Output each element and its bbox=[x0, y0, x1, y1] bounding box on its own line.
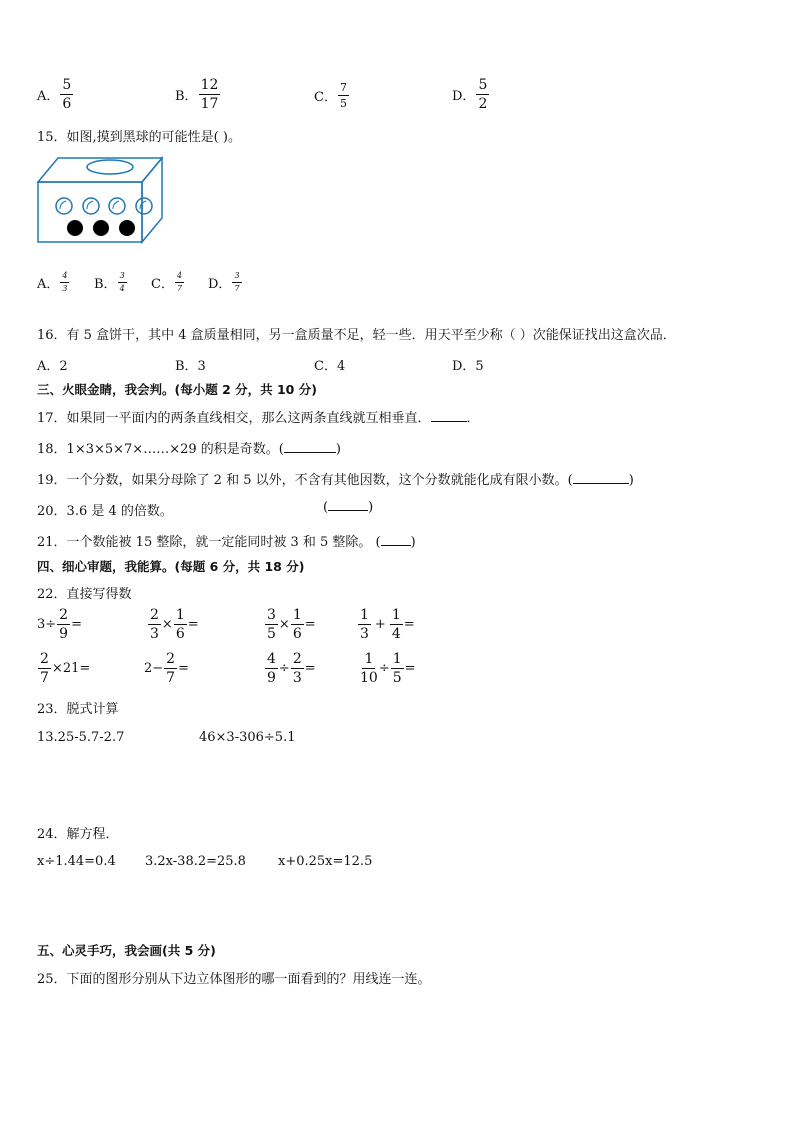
option-label: D． bbox=[208, 277, 232, 292]
denominator: 9 bbox=[267, 670, 276, 686]
operator: × bbox=[161, 617, 173, 632]
numerator: 4 bbox=[267, 651, 276, 667]
q23-expression-2: 46×3-306÷5.1 bbox=[199, 730, 296, 745]
numerator: 1 bbox=[292, 607, 302, 623]
box-top-face bbox=[38, 158, 162, 182]
denominator: 10 bbox=[360, 670, 378, 686]
denominator: 3 bbox=[360, 626, 369, 642]
denominator: 7 bbox=[234, 284, 240, 293]
equals: = bbox=[304, 661, 316, 676]
fraction bbox=[338, 82, 349, 109]
fraction bbox=[291, 652, 304, 685]
equals: = bbox=[403, 617, 415, 632]
fraction bbox=[391, 652, 404, 685]
equals: = bbox=[304, 617, 316, 632]
q20-answer: ( ) bbox=[323, 500, 374, 515]
white-ball bbox=[56, 198, 72, 214]
q24-title: 24．解方程． bbox=[37, 827, 119, 842]
numerator: 2 bbox=[150, 607, 159, 623]
answer-blank[interactable] bbox=[381, 545, 411, 546]
numerator: 1 bbox=[175, 607, 185, 623]
option-label: B． bbox=[175, 89, 198, 104]
operand: 2− bbox=[144, 661, 164, 676]
q23-expression-1: 13.25-5.7-2.7 bbox=[37, 730, 125, 745]
fraction bbox=[60, 272, 69, 293]
ball-box-illustration bbox=[36, 156, 166, 246]
white-ball bbox=[109, 198, 125, 214]
q22-item-5 bbox=[37, 652, 90, 685]
numerator: 5 bbox=[478, 77, 488, 93]
numerator: 5 bbox=[62, 77, 72, 93]
denominator: 6 bbox=[62, 96, 72, 112]
fraction bbox=[265, 652, 278, 685]
fraction bbox=[358, 608, 371, 641]
denominator: 4 bbox=[119, 284, 125, 293]
option-label: D． bbox=[452, 89, 476, 104]
ball-highlight bbox=[60, 201, 66, 209]
q24-equation-2: 3.2x-38.2=25.8 bbox=[145, 854, 246, 869]
q23-title: 23．脱式计算 bbox=[37, 702, 119, 717]
numerator: 4 bbox=[175, 272, 184, 283]
q14-option-a bbox=[37, 78, 74, 111]
q15-option-b bbox=[94, 272, 151, 293]
numerator: 3 bbox=[267, 607, 276, 623]
numerator: 4 bbox=[60, 272, 69, 283]
q14-option-d bbox=[452, 78, 490, 111]
q22-item-3 bbox=[264, 608, 316, 641]
q24-equation-1: x÷1.44=0.4 bbox=[37, 854, 116, 869]
denominator: 7 bbox=[176, 284, 183, 293]
fraction bbox=[175, 272, 184, 293]
q18: 18．1×3×5×7×……×29 的积是奇数。( ) bbox=[37, 442, 341, 457]
section-5-heading: 五、心灵手巧，我会画(共 5 分) bbox=[37, 943, 216, 958]
q15-option-a bbox=[37, 272, 94, 293]
denominator: 6 bbox=[292, 626, 302, 642]
section-3-heading: 三、火眼金睛，我会判。(每小题 2 分，共 10 分) bbox=[37, 382, 317, 397]
q20-text: 20．3.6 是 4 的倍数。 bbox=[37, 504, 173, 519]
numerator: 2 bbox=[166, 651, 176, 667]
q22-item-7 bbox=[264, 652, 316, 685]
equals: = bbox=[178, 661, 189, 676]
black-ball bbox=[67, 220, 83, 236]
black-ball bbox=[93, 220, 109, 236]
q16-option-c: C．4 bbox=[314, 359, 346, 374]
equals: ×21= bbox=[51, 661, 91, 676]
q21: 21．一个数能被 15 整除，就一定能同时被 3 和 5 整除。 ( ) bbox=[37, 535, 416, 550]
fraction bbox=[390, 608, 403, 641]
operator: + bbox=[374, 617, 386, 632]
operator: ÷ bbox=[378, 661, 390, 676]
fraction bbox=[38, 652, 51, 685]
denominator: 5 bbox=[392, 670, 402, 686]
black-ball bbox=[119, 220, 135, 236]
fraction bbox=[57, 608, 70, 641]
q17: 17．如果同一平面内的两条直线相交，那么这两条直线就互相垂直． ． bbox=[37, 411, 480, 426]
numerator: 1 bbox=[364, 651, 374, 667]
q14-option-c bbox=[314, 82, 350, 109]
q15-stem: 15．如图,摸到黑球的可能性是( )。 bbox=[37, 130, 241, 145]
fraction bbox=[199, 78, 221, 111]
ball-highlight bbox=[140, 201, 146, 209]
ball-highlight bbox=[87, 201, 93, 209]
denominator: 9 bbox=[59, 626, 69, 642]
operator: × bbox=[278, 617, 290, 632]
q16-stem: 16．有 5 盒饼干，其中 4 盒质量相同，另一盒质量不足，轻一些．用天平至少称（ ）次能保证找出这盒次品． bbox=[37, 328, 676, 343]
equals: = bbox=[71, 617, 82, 632]
q17-text: 17．如果同一平面内的两条直线相交，那么这两条直线就互相垂直． bbox=[37, 411, 431, 426]
q16-option-a: A．2 bbox=[37, 359, 68, 374]
q14-option-b bbox=[175, 78, 221, 111]
q15-option-d bbox=[208, 272, 265, 293]
ball-highlight bbox=[113, 201, 119, 209]
fraction bbox=[232, 272, 241, 293]
q22-title: 22．直接写得数 bbox=[37, 587, 132, 602]
numerator: 2 bbox=[292, 651, 302, 667]
numerator: 3 bbox=[118, 272, 127, 283]
fraction bbox=[360, 652, 378, 685]
q18-text: 18．1×3×5×7×……×29 的积是奇数。( bbox=[37, 442, 284, 457]
numerator: 2 bbox=[40, 651, 49, 667]
operator: ÷ bbox=[278, 661, 290, 676]
denominator: 17 bbox=[200, 96, 219, 112]
denominator: 5 bbox=[267, 626, 276, 642]
option-label: A． bbox=[37, 277, 60, 292]
fraction bbox=[174, 608, 187, 641]
fraction bbox=[265, 608, 278, 641]
box-side-face bbox=[142, 158, 162, 242]
denominator: 3 bbox=[150, 626, 159, 642]
denominator: 3 bbox=[62, 284, 68, 293]
q22-item-6 bbox=[144, 652, 189, 685]
q16-option-d: D．5 bbox=[452, 359, 484, 374]
numerator: 12 bbox=[200, 77, 219, 93]
numerator: 2 bbox=[59, 607, 69, 623]
denominator: 6 bbox=[175, 626, 185, 642]
denominator: 2 bbox=[478, 96, 488, 112]
option-label: C． bbox=[151, 277, 174, 292]
q21-text: 21．一个数能被 15 整除，就一定能同时被 3 和 5 整除。 ( bbox=[37, 535, 381, 550]
q24-equation-3: x+0.25x=12.5 bbox=[278, 854, 373, 869]
option-label: B． bbox=[94, 277, 117, 292]
q22-item-2 bbox=[147, 608, 199, 641]
q20 bbox=[37, 500, 173, 519]
equals: = bbox=[187, 617, 199, 632]
equals: = bbox=[404, 661, 416, 676]
answer-blank[interactable] bbox=[431, 421, 467, 422]
denominator: 5 bbox=[339, 97, 347, 110]
denominator: 7 bbox=[40, 670, 49, 686]
answer-blank[interactable] bbox=[328, 510, 368, 511]
denominator: 7 bbox=[166, 670, 176, 686]
q15-option-c bbox=[151, 272, 208, 293]
q19: 19．一个分数，如果分母除了 2 和 5 以外，不含有其他因数，这个分数就能化成有限小数。( ) bbox=[37, 473, 634, 488]
q22-item-4 bbox=[357, 608, 415, 641]
white-ball bbox=[83, 198, 99, 214]
q22-item-1 bbox=[37, 608, 82, 641]
operand: 3÷ bbox=[37, 617, 57, 632]
section-4-heading: 四、细心审题，我能算。(每题 6 分，共 18 分) bbox=[37, 559, 305, 574]
fraction bbox=[476, 78, 489, 111]
black-balls bbox=[67, 220, 135, 236]
fraction bbox=[118, 272, 127, 293]
numerator: 1 bbox=[392, 651, 402, 667]
fraction bbox=[291, 608, 304, 641]
answer-blank[interactable] bbox=[284, 452, 336, 453]
answer-blank[interactable] bbox=[573, 483, 629, 484]
fraction bbox=[148, 608, 161, 641]
numerator: 1 bbox=[391, 607, 401, 623]
numerator: 7 bbox=[339, 81, 347, 94]
option-label: A． bbox=[37, 89, 60, 104]
q22-item-8 bbox=[359, 652, 416, 685]
option-label: C． bbox=[314, 90, 337, 105]
q19-text: 19．一个分数，如果分母除了 2 和 5 以外，不含有其他因数，这个分数就能化成有限小数。( bbox=[37, 473, 573, 488]
white-balls bbox=[56, 198, 152, 214]
denominator: 4 bbox=[391, 626, 401, 642]
q16-option-b: B．3 bbox=[175, 359, 206, 374]
numerator: 3 bbox=[232, 272, 241, 283]
q15-options bbox=[37, 272, 265, 293]
q25: 25．下面的图形分别从下边立体图形的哪一面看到的？用线连一连。 bbox=[37, 972, 431, 987]
fraction bbox=[164, 652, 177, 685]
denominator: 3 bbox=[292, 670, 302, 686]
fraction bbox=[60, 78, 73, 111]
white-ball bbox=[136, 198, 152, 214]
box-opening bbox=[87, 160, 133, 174]
numerator: 1 bbox=[360, 607, 369, 623]
